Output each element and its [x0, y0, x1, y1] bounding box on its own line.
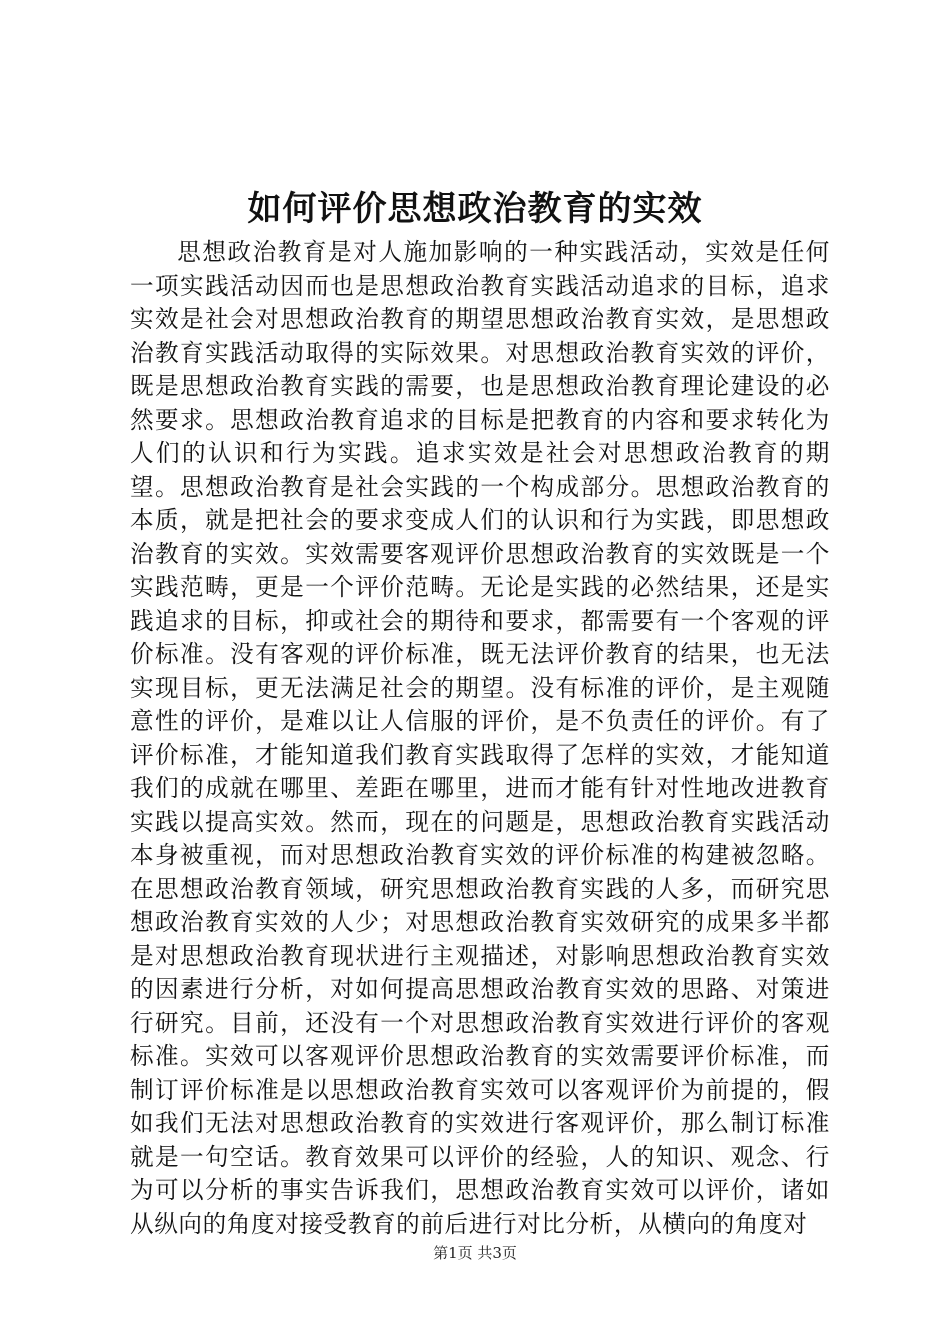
document-title: 如何评价思想政治教育的实效 [247, 189, 703, 229]
page-footer: 第1页 共3页 [433, 1244, 517, 1262]
body-paragraph: 思想政治教育是对人施加影响的一种实践活动，实效是任何一项实践活动因而也是思想政治教育实践活动追求的目标，追求实效是社会对思想政治教育的期望思想政治教育实效，是思想政治教育实践活动取得的实际效果。对思想政治教育实效的评价，既是思想政治教育实践的需要，也是思想政治教育理论建设的必然要求。思想政治教育追求的目标是把教育的内容和要求转化为人们的认识和行为实践。追求实效是社会对思想政治教育的期望。思想政治教育是社会实践的一个构成部分。思想政治教育的本质，就是把社会的要求变成人们的认识和行为实践，即思想政治教育的实效。实效需要客观评价思想政治教育的实效既是一个实践范畴，更是一个评价范畴。无论是实践的必然结果，还是实践追求的目标，抑或社会的期待和要求，都需要有一个客观的评价标准。没有客观的评价标准，既无法评价教育的结果，也无法实现目标，更无法满足社会的期望。没有标准的评价，是主观随意性的评价，是难以让人信服的评价，是不负责任的评价。有了评价标准，才能知道我们教育实践取得了怎样的实效，才能知道我们的成就在哪里、差距在哪里，进而才能有针对性地改进教育实践以提高实效。然而，现在的问题是，思想政治教育实践活动本身被重视，而对思想政治教育实效的评价标准的构建被忽略。在思想政治教育领域，研究思想政治教育实践的人多，而研究思想政治教育实效的人少；对思想政治教育实效研究的成果多半都是对思想政治教育现状进行主观描述，对影响思想政治教育实效的因素进行分析，对如何提高思想政治教育实效的思路、对策进行研究。目前，还没有一个对思想政治教育实效进行评价的客观标准。实效可以客观评价思想政治教育的实效需要评价标准，而制订评价标准是以思想政治教育实效可以客观评价为前提的，假如我们无法对思想政治教育的实效进行客观评价，那么制订标准就是一句空话。教育效果可以评价的经验，人的知识、观念、行为可以分析的事实告诉我们，思想政治教育实效可以评价，诸如从纵向的角度对接受教育的前后进行对比分析，从横向的角度对 [130, 238, 830, 1238]
